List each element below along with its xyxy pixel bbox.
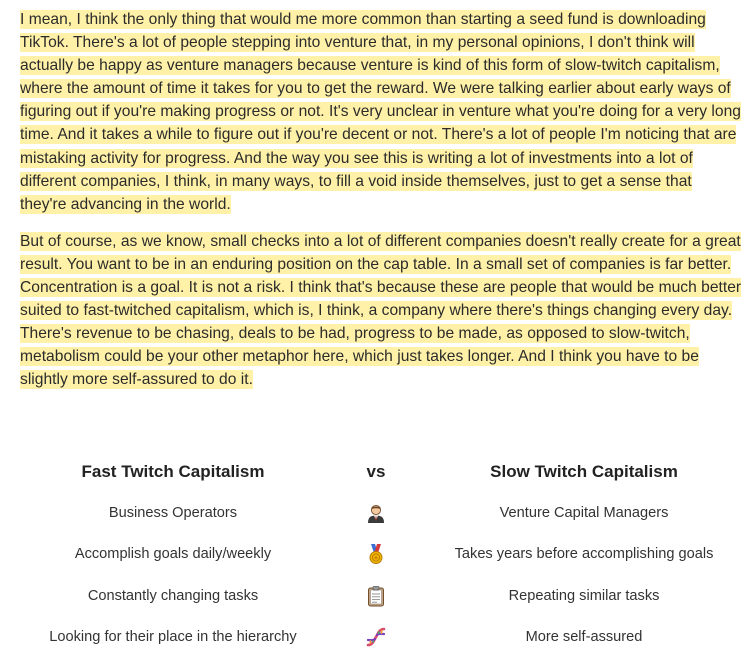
comparison-row	[0, 534, 756, 576]
paragraph-2	[20, 230, 742, 392]
comparison-row	[0, 575, 756, 617]
article-body	[20, 8, 742, 406]
comparison-row	[0, 492, 756, 534]
clipboard-icon	[346, 575, 406, 617]
comparison-table	[0, 452, 756, 658]
fast-twitch-item: Business Operators	[108, 504, 238, 521]
comparison-header	[0, 452, 756, 492]
fast-twitch-item: Looking for their place in the hierarchy	[49, 629, 297, 646]
fast-twitch-item: Accomplish goals daily/weekly	[74, 546, 272, 563]
vs-label: vs	[366, 462, 386, 481]
slow-twitch-item: Venture Capital Managers	[499, 504, 669, 521]
paragraph-1	[20, 8, 742, 216]
slow-twitch-item: Takes years before accomplishing goals	[454, 546, 714, 563]
right-column-title: Slow Twitch Capitalism	[490, 462, 678, 481]
comparison-row	[0, 617, 756, 659]
businessperson-icon	[346, 492, 406, 534]
highlighted-text: But of course, as we know, small checks into a lot of different companies doesn't really create for a great result. You want to be in an enduring position on the cap table. In a small set of companies is far better. Concentration is a goal. It is not a risk. I think that's because these are people that would be much better suited to fast-twitched capitalism, which is, I think, a company where there's things changing every day. There's revenue to be chasing, deals to be had, progress to be made, as opposed to slow-twitch, metabolism could be your other metaphor here, which just takes longer. And I think you have to be slightly more self-assured to do it.	[20, 232, 742, 389]
slow-twitch-item: Repeating similar tasks	[508, 587, 660, 604]
dna-icon	[346, 617, 406, 659]
medal-icon	[346, 534, 406, 576]
fast-twitch-item: Constantly changing tasks	[87, 587, 259, 604]
highlighted-text: I mean, I think the only thing that would me more common than starting a seed fund is downloading TikTok. There's a lot of people stepping into venture that, in my personal opinions, I don't think will actually be happy as venture managers because venture is kind of this form of slow-twitch capitalism, where the amount of time it takes for you to get the reward. We were talking earlier about early ways of figuring out if you're making progress or not. It's very unclear in venture what you're doing for a very long time. And it takes a while to figure out if you're decent or not. There's a lot of people I'm noticing that are mistaking activity for progress. And the way you see this is writing a lot of investments into a lot of different companies, I think, in many ways, to fill a void inside themselves, just to get a sense that they're advancing in the world.	[20, 11, 741, 213]
left-column-title: Fast Twitch Capitalism	[81, 462, 265, 481]
slow-twitch-item: More self-assured	[525, 629, 643, 646]
